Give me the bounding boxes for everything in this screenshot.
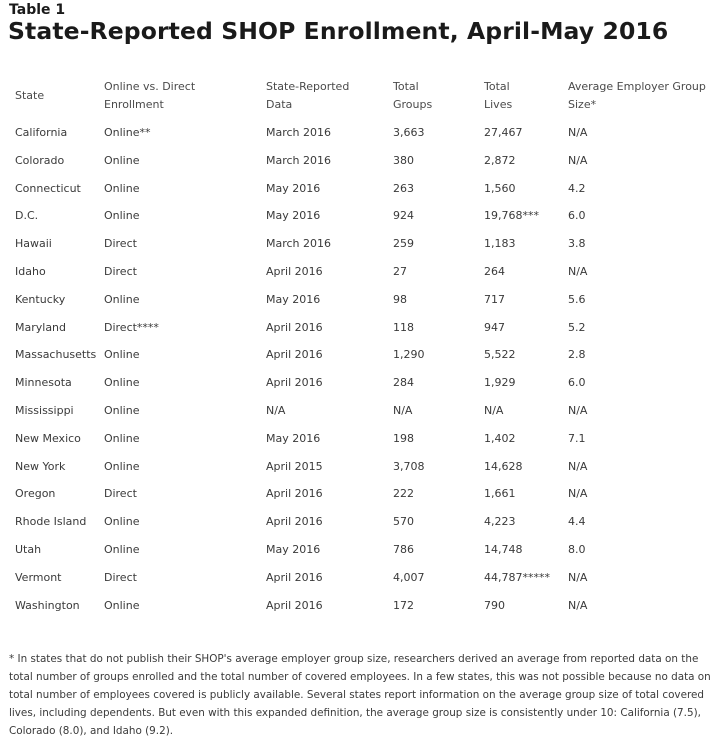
cell-reported-date: April 2016: [266, 598, 323, 612]
cell-reported-date: May 2016: [266, 431, 321, 445]
cell-avg-group-size: N/A: [568, 487, 588, 501]
cell-total-lives: 1,402: [484, 431, 516, 445]
cell-total-groups: 3,708: [393, 459, 425, 473]
cell-total-lives: 1,929: [484, 376, 516, 390]
cell-enrollment-type: Online: [104, 431, 140, 445]
cell-enrollment-type: Direct: [104, 487, 137, 501]
table-title: State-Reported SHOP Enrollment, April-May 2016: [8, 17, 669, 45]
cell-state: Mississippi: [15, 404, 74, 417]
cell-avg-group-size: 4.4: [568, 515, 586, 529]
cell-reported-date: March 2016: [266, 237, 332, 251]
cell-state: D.C.: [15, 209, 39, 223]
cell-avg-group-size: 3.8: [568, 237, 586, 251]
cell-total-groups: 3,663: [393, 126, 425, 139]
cell-enrollment-type: Online: [104, 404, 140, 417]
header-state: State: [15, 89, 45, 102]
cell-total-lives: 1,183: [484, 237, 516, 251]
cell-total-lives: 27,467: [484, 126, 523, 139]
cell-state: Utah: [15, 543, 42, 556]
cell-total-lives: 717: [484, 292, 505, 306]
cell-avg-group-size: 6.0: [568, 376, 586, 390]
header-enrollment-type: Enrollment: [104, 98, 164, 111]
cell-reported-date: May 2016: [266, 209, 321, 223]
cell-reported-date: April 2016: [266, 320, 323, 334]
cell-total-groups: 786: [393, 543, 414, 556]
header-avg-group-size: Average Employer Group: [568, 80, 706, 93]
cell-avg-group-size: 5.6: [568, 292, 586, 306]
cell-total-groups: 570: [393, 515, 414, 529]
cell-total-lives: 264: [484, 265, 505, 278]
footnote-line: Colorado (8.0), and Idaho (9.2).: [9, 725, 174, 737]
cell-state: California: [15, 126, 68, 139]
header-reported-date: State-Reported: [266, 80, 350, 93]
cell-total-groups: 198: [393, 431, 414, 445]
cell-reported-date: April 2016: [266, 376, 323, 390]
cell-total-groups: 27: [393, 265, 407, 278]
footnote-line: total number of employees covered is publicly available. Several states report information on the average group size of total covered: [9, 689, 704, 701]
header-total-lives: Total: [484, 80, 510, 93]
cell-state: Hawaii: [15, 237, 52, 251]
cell-enrollment-type: Online: [104, 459, 140, 473]
cell-state: Oregon: [15, 487, 56, 501]
cell-reported-date: April 2016: [266, 515, 323, 529]
header-avg-group-size: Size*: [568, 98, 597, 111]
cell-avg-group-size: N/A: [568, 459, 588, 473]
cell-total-lives: 1,661: [484, 487, 516, 501]
cell-total-groups: 1,290: [393, 348, 425, 362]
cell-total-lives: N/A: [484, 404, 504, 417]
cell-enrollment-type: Online: [104, 292, 140, 306]
header-enrollment-type: Online vs. Direct: [104, 80, 196, 93]
cell-state: Idaho: [15, 265, 46, 278]
cell-avg-group-size: N/A: [568, 153, 588, 167]
cell-total-lives: 5,522: [484, 348, 516, 362]
cell-avg-group-size: 4.2: [568, 181, 586, 195]
cell-avg-group-size: N/A: [568, 126, 588, 139]
cell-avg-group-size: N/A: [568, 598, 588, 612]
cell-avg-group-size: N/A: [568, 404, 588, 417]
cell-total-groups: 924: [393, 209, 414, 223]
cell-state: Minnesota: [15, 376, 72, 390]
cell-state: Vermont: [15, 570, 62, 584]
cell-avg-group-size: N/A: [568, 265, 588, 278]
header-reported-date: Data: [266, 98, 293, 111]
cell-enrollment-type: Online: [104, 543, 140, 556]
cell-total-lives: 790: [484, 598, 505, 612]
cell-total-lives: 14,628: [484, 459, 523, 473]
cell-avg-group-size: 7.1: [568, 431, 586, 445]
cell-state: Maryland: [15, 320, 67, 334]
cell-avg-group-size: 2.8: [568, 348, 586, 362]
cell-enrollment-type: Online: [104, 348, 140, 362]
cell-enrollment-type: Online: [104, 515, 140, 529]
cell-reported-date: May 2016: [266, 181, 321, 195]
table-label: Table 1: [9, 2, 66, 18]
cell-total-groups: 98: [393, 292, 407, 306]
cell-reported-date: April 2016: [266, 487, 323, 501]
cell-total-groups: 118: [393, 320, 414, 334]
cell-total-groups: 380: [393, 153, 414, 167]
footnote-line: * In states that do not publish their SHOP's average employer group size, researchers derived an average from reported data on the: [9, 653, 699, 665]
cell-enrollment-type: Direct****: [104, 320, 159, 334]
cell-total-groups: 222: [393, 487, 414, 501]
cell-state: New York: [15, 459, 66, 473]
cell-total-lives: 44,787*****: [484, 570, 550, 584]
cell-total-lives: 947: [484, 320, 505, 334]
cell-total-lives: 19,768***: [484, 209, 539, 223]
header-total-groups: Groups: [393, 98, 433, 111]
cell-state: Washington: [15, 598, 80, 612]
cell-enrollment-type: Online: [104, 209, 140, 223]
cell-total-lives: 1,560: [484, 181, 516, 195]
cell-reported-date: April 2016: [266, 348, 323, 362]
cell-reported-date: April 2016: [266, 570, 323, 584]
cell-total-groups: 263: [393, 181, 414, 195]
cell-enrollment-type: Direct: [104, 265, 137, 278]
cell-total-lives: 2,872: [484, 153, 516, 167]
cell-enrollment-type: Online: [104, 181, 140, 195]
cell-enrollment-type: Direct: [104, 570, 137, 584]
cell-reported-date: May 2016: [266, 292, 321, 306]
cell-enrollment-type: Direct: [104, 237, 137, 251]
cell-reported-date: May 2016: [266, 543, 321, 556]
cell-enrollment-type: Online**: [104, 126, 151, 139]
header-total-groups: Total: [393, 80, 419, 93]
cell-state: Massachusetts: [15, 348, 97, 362]
cell-total-groups: 172: [393, 598, 414, 612]
header-total-lives: Lives: [484, 98, 513, 111]
cell-state: Colorado: [15, 153, 65, 167]
cell-enrollment-type: Online: [104, 598, 140, 612]
cell-state: Connecticut: [15, 181, 81, 195]
cell-avg-group-size: 5.2: [568, 320, 586, 334]
cell-total-groups: 284: [393, 376, 414, 390]
cell-reported-date: N/A: [266, 404, 286, 417]
footnote: [9, 650, 714, 740]
cell-total-lives: 4,223: [484, 515, 516, 529]
cell-reported-date: April 2016: [266, 265, 323, 278]
cell-enrollment-type: Online: [104, 376, 140, 390]
cell-total-groups: N/A: [393, 404, 413, 417]
cell-total-lives: 14,748: [484, 543, 523, 556]
cell-state: Rhode Island: [15, 515, 87, 529]
cell-reported-date: March 2016: [266, 153, 332, 167]
cell-avg-group-size: N/A: [568, 570, 588, 584]
footnote-line: lives, including dependents. But even with this expanded definition, the average group size is consistently under 10: California (7.5),: [9, 707, 701, 719]
cell-total-groups: 259: [393, 237, 414, 251]
cell-reported-date: March 2016: [266, 126, 332, 139]
cell-state: Kentucky: [15, 292, 66, 306]
cell-avg-group-size: 6.0: [568, 209, 586, 223]
cell-total-groups: 4,007: [393, 570, 425, 584]
cell-enrollment-type: Online: [104, 153, 140, 167]
footnote-line: total number of groups enrolled and the total number of covered employees. In a few states, this was not possible because no data on: [9, 671, 711, 683]
cell-state: New Mexico: [15, 431, 81, 445]
cell-reported-date: April 2015: [266, 459, 323, 473]
cell-avg-group-size: 8.0: [568, 543, 586, 556]
